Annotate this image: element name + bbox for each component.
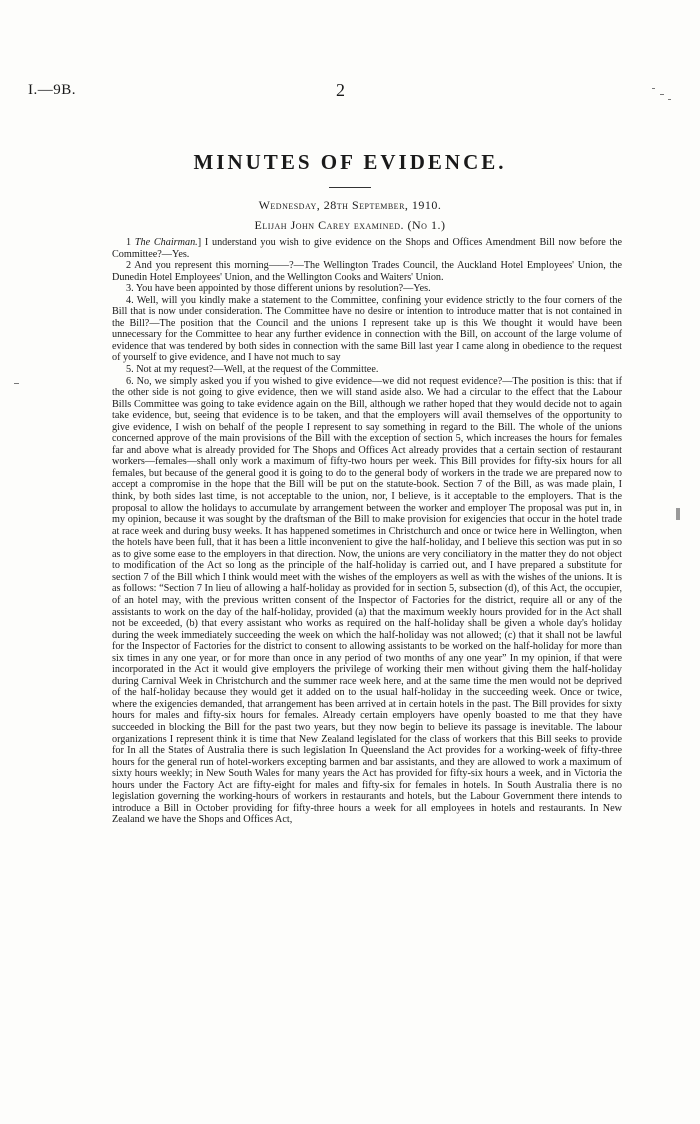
- title-divider: [329, 187, 371, 188]
- scan-speck: [676, 508, 680, 520]
- question-number: 6: [126, 375, 132, 387]
- scan-speck: [652, 88, 655, 89]
- question-number: 3: [126, 283, 132, 295]
- paragraph-text: ] I understand you wish to give evidence on the Shops and Offices Amendment Bill now before the Committee?—Yes.: [112, 237, 622, 260]
- evidence-paragraph: 6. No, we simply asked you if you wished to give evidence—we did not request evidence?—The position is this: that if the other side is not going to give evidence, then we will stand aside also. We had a circular to the effect that the Labour Bills Committee was going to take evidence again on the Bill, although we rather hoped that they would decide not to again take evidence, but, seeing that evidence is to be taken, and that the employers will avail themselves of the opportunity to give evidence, I wish on behalf of the people I represent to say something in regard to the Bill. The whole of the unions concerned approve of the main provisions of the Bill with the exception of section 5, which increases the hours for females far and above what is already provided for The Shops and Offices Act already provides that a certain section of restaurant workers—females—shall only work a maximum of fifty-two hours per week. This Bill provides for fifty-six hours for all females, but because of the general good it is going to do to the general body of workers in the trade we are prepared now to accept a compromise in the hope that the Bill will be put on the statute-book. Section 7 of the Bill, as was made plain, I think, by both sides last time, is not acceptable to the union, nor, I believe, is it acceptable to the employers. That is the proposal to allow the holidays to accumulate by arrangement between the worker and employer The proposal was put in, in my opinion, because it was sought by the draftsman of the Bill to make provision for exigencies that occur in the hotel trade at race week and during busy weeks. It has happened sometimes in Christchurch and once or twice here in Wellington, when the hotels have been full, that it has been a little inconvenient to give the half-holiday, and I believe this section was put in so as to give some ease to the employers in that direction. Now, the unions are very conciliatory in the matter they do not object to modification of the Act so long as the principle of the half-holiday is carried out, and I have prepared a substitute for section 7 of the Bill which I think would meet with the wishes of the employers as well as with the wishes of the unions. It is as follows: “Section 7 In lieu of allowing a half-holiday as provided for in section 5, subsection (d), of this Act, the occupier, of an hotel may, with the previous written consent of the Inspector of Factories for the district, require all or any of the assistants to work on the day of the half-holiday, provided (a) that the maximum weekly hours provided for in the Act shall not be exceeded, (b) that every assistant who works as required on the half-holiday shall be given a whole day's holiday during the week immediately succeeding the week on which the half-holiday was not allowed; (c) that it shall not be lawful for the Inspector of Factories for the district to consent to allowing assistants to be worked on the half-holiday for more than six times in any one year, or for more than once in any period of two months of any one year” In my opinion, if that were incorporated in the Act it would give employers the privilege of working their men without giving them the half-holiday during Carnival Week in Christchurch and the summer race week here, and at the same time the men would not be deprived of the half-holiday because they would get it added on to the usual half-holiday in the succeeding week. Once or twice, where the exigencies demanded, that arrangement has been arrived at in certain hotels in the past. The Bill provides for sixty hours for males and fifty-six hours for females. Already certain employers have openly boasted to me that they have succeeded in blocking the Bill for the past two years, but they now begin to believe its passage is inevitable. The labour organizations I represent think it is time that New Zealand legislated for the class of workers that this Bill seeks to provide for In all the States of Australia there is such legislation In Queensland the Act provides for a working-week of fifty-three hours for the general run of hotel-workers excepting barmen and bar assistants, and they are allowed to work a maximum of sixty hours weekly; in New South Wales for many years the Act has provided for fifty-six hours a week, and in Victoria the hours under the Factory Act are fifty-eight for males and fifty-six for females in hotels. In South Australia there is no legislation governing the working-hours of workers in restaurants and hotels, but the Labour Government there intends to introduce a Bill in October providing for fifty-three hours a week for all employees in hotels and restaurants. In New Zealand we have the Shops and Offices Act,: [112, 375, 622, 826]
- page-number: 2: [336, 80, 345, 100]
- paragraph-text: No, we simply asked you if you wished to give evidence—we did not request evidence?—The position is this: that if the other side is not going to give evidence, then we will stand aside also. We had a circular to the effect that the Labour Bills Committee was going to take evidence again on the Bill, although we rather hoped that they would decide not to again take evidence, but, seeing that evidence is to be taken, and that the employers will avail themselves of the opportunity to give evidence, I wish on behalf of the people I represent to say something in regard to the Bill. The whole of the unions concerned approve of the main provisions of the Bill with the exception of section 5, which increases the hours for females far and above what is already provided for The Shops and Offices Act already provides that a certain section of restaurant workers—females—shall only work a maximum of fifty-two hours per week. This Bill provides for fifty-six hours for all females, but because of the general good it is going to do to the general body of workers in the trade we are prepared now to accept a compromise in the hope that the Bill will be put on the statute-book. Section 7 of the Bill, as was made plain, I think, by both sides last time, is not acceptable to the union, nor, I believe, is it acceptable to the employers. That is the proposal to allow the holidays to accumulate by arrangement between the worker and employer The proposal was put in, in my opinion, because it was sought by the draftsman of the Bill to make provision for exigencies that occur in the hotel trade at race week and during busy weeks. It has happened sometimes in Christchurch and once or twice here in Wellington, when the hotels have been full, that it has been a little inconvenient to give the half-holiday, and I believe this section was put in so as to give some ease to the employers in that direction. Now, the unions are very conciliatory in the matter they do not object to modification of the Act so long as the principle of the half-holiday is carried out, and I have prepared a substitute for section 7 of the Bill which I think would meet with the wishes of the employers as well as with the wishes of the unions. It is as follows: “Section 7 In lieu of allowing a half-holiday as provided for in section 5, subsection (d), of this Act, the occupier, of an hotel may, with the previous written consent of the Inspector of Factories for the district, require all or any of the assistants to work on the day of the half-holiday, provided (a) that the maximum weekly hours provided for in the Act shall not be exceeded, (b) that every assistant who works as required on the half-holiday shall be given a whole day's holiday during the week immediately succeeding the week on which the half-holiday was not allowed; (c) that it shall not be lawful for the Inspector of Factories for the district to consent to allowing assistants to be worked on the half-holiday for more than six times in any one year, or for more than once in any period of two months of any one year” In my opinion, if that were incorporated in the Act it would give employers the privilege of working their men without giving them the half-holiday during Carnival Week in Christchurch and the summer race week here, and at the same time the men would not be deprived of the half-holiday because they would get it added on to the usual half-holiday in the succeeding week. Once or twice, where the exigencies demanded, that arrangement has been arrived at in certain hotels in the past. The Bill provides for sixty hours for males and fifty-six hours for females. Already certain employers have openly boasted to me that they have succeeded in blocking the Bill for the past two years, but they now begin to believe its passage is inevitable. The labour organizations I represent think it is time that New Zealand legislated for the class of workers that this Bill seeks to provide for In all the States of Australia there is such legislation In Queensland the Act provides for a working-week of fifty-three hours for the general run of hotel-workers excepting barmen and bar assistants, and they are allowed to work a maximum of sixty hours weekly; in New South Wales for many years the Act has provided for fifty-six hours a week, and in Victoria the hours under the Factory Act are fifty-eight for males and fifty-six for females in hotels. In South Australia there is no legislation governing the working-hours of workers in restaurants and hotels, but the Labour Government there intends to introduce a Bill in October providing for fifty-three hours a week for all employees in hotels and restaurants. In New Zealand we have the Shops and Offices Act,: [112, 375, 622, 826]
- paragraph-text: Not at my request?—Well, at the request of the Committee.: [136, 364, 379, 376]
- evidence-paragraph: [112, 237, 622, 260]
- evidence-body: [112, 237, 622, 826]
- question-number: 4: [126, 294, 132, 306]
- scan-speck: [668, 99, 671, 100]
- question-number: 2: [126, 260, 132, 272]
- scan-speck: [14, 383, 19, 384]
- date-line: Wednesday, 28th September, 1910.: [258, 198, 442, 212]
- question-number: 5: [126, 364, 132, 376]
- evidence-paragraph: 3. You have been appointed by those different unions by resolution?—Yes.: [126, 283, 431, 295]
- paragraph-text: You have been appointed by those different unions by resolution?—Yes.: [135, 283, 431, 295]
- scan-speck: [660, 94, 664, 95]
- paragraph-text: And you represent this morning——?—The Wellington Trades Council, the Auckland Hotel Employees' Union, the Dunedin Hotel Employees' Union, and the Wellington Cooks and Waiters' Union.: [112, 260, 622, 283]
- evidence-paragraph: 4. Well, will you kindly make a statement to the Committee, confining your evidence strictly to the four corners of the Bill that is now under consideration. The Committee have no desire or intention to introduce matter that is not contained in the Bill?—The position that the Council and the unions I represent take up is this We thought it would have been unnecessary for the Committee to hear any further evidence in connection with the Bill, on account of the large volume of evidence that was tendered by both sides in connection with the same Bill last year I came along in obedience to the request of yourself to give evidence, and I have not much to say: [112, 294, 622, 364]
- evidence-paragraph: 5. Not at my request?—Well, at the request of the Committee.: [126, 364, 379, 376]
- speaker-label: The Chairman.: [134, 237, 198, 248]
- witness-line: [0, 218, 700, 233]
- page-header: [0, 0, 700, 110]
- paper-reference: I.—9B.: [28, 82, 76, 98]
- paragraph-text: Well, will you kindly make a statement to the Committee, confining your evidence strictly to the four corners of the Bill that is now under consideration. The Committee have no desire or intention to introduce matter that is not contained in the Bill?—The position that the Council and the unions I represent take up is this We thought it would have been unnecessary for the Committee to hear any further evidence in connection with the Bill, on account of the large volume of evidence that was tendered by both sides in connection with the same Bill last year I came along in obedience to the request of yourself to give evidence, and I have not much to say: [112, 294, 622, 364]
- page-title: MINUTES OF EVIDENCE.: [193, 150, 507, 174]
- evidence-paragraph: [112, 260, 622, 283]
- witness-line-text: Elijah John Carey examined. (No 1.): [254, 218, 446, 232]
- question-number: 1: [126, 237, 132, 248]
